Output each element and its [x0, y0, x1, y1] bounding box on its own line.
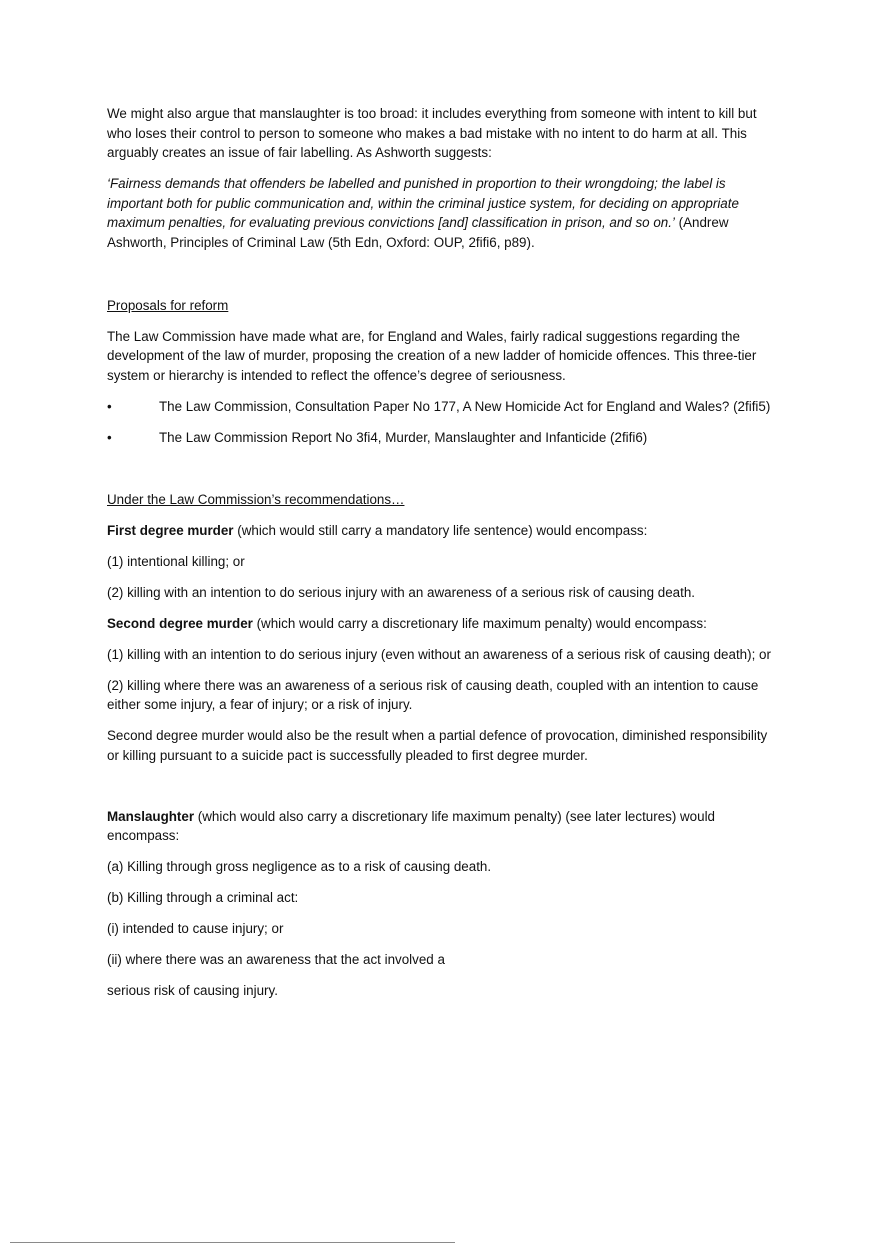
intro-paragraph: We might also argue that manslaughter is too broad: it includes everything from someone with intent to kill but who loses their control to person to someone who makes a bad mistake with no intent to do harm at all. This arguably creates an issue of fair labelling. As Ashworth suggests: [107, 106, 757, 160]
ashworth-quote [107, 174, 777, 252]
second-degree-intro [107, 614, 777, 634]
list-item [107, 428, 777, 448]
quote-text: ‘Fairness demands that offenders be labelled and punished in proportion to their wrongdoing; the label is important both for public communication and, within the criminal justice system, for deciding on appropriate maximum penalties, for evaluating previous convictions [and] classification in prison, and so on.’ [107, 176, 739, 230]
manslaughter-intro [107, 807, 777, 846]
first-degree-intro [107, 521, 777, 541]
quote-citation: (Andrew Ashworth, Principles of Criminal Law (5th Edn, Oxford: OUP, 2fifi6, p89). [107, 215, 729, 250]
list-item-text: The Law Commission, Consultation Paper No 177, A New Homicide Act for England and Wales? (2fifi5) [159, 398, 771, 414]
second-degree-item: (2) killing where there was an awareness of a serious risk of causing death, coupled with an intention to cause either some injury, a fear of injury; or a risk of injury. [107, 677, 759, 712]
manslaughter-item: (b) Killing through a criminal act: [107, 890, 299, 905]
manslaughter-item: (i) intended to cause injury; or [107, 921, 284, 936]
first-degree-item: (2) killing with an intention to do serious injury with an awareness of a serious risk of causing death. [107, 584, 696, 600]
bullet-icon: • [107, 398, 112, 414]
footer-divider [10, 1242, 455, 1243]
second-degree-term: Second degree murder [107, 615, 253, 631]
manslaughter-item: (a) Killing through gross negligence as to a risk of causing death. [107, 859, 492, 874]
second-degree-description: (which would carry a discretionary life maximum penalty) would encompass: [252, 615, 707, 631]
first-degree-item: (1) intentional killing; or [107, 553, 245, 569]
first-degree-term: First degree murder [107, 522, 234, 538]
manslaughter-item: (ii) where there was an awareness that the act involved a [107, 952, 445, 967]
second-degree-item: (1) killing with an intention to do serious injury (even without an awareness of a serious risk of causing death); or [107, 646, 771, 662]
manslaughter-description: (which would also carry a discretionary life maximum penalty) (see later lectures) would encompass: [107, 808, 716, 843]
list-item [107, 397, 777, 417]
recommendations-heading: Under the Law Commission’s recommendations… [107, 491, 405, 507]
reference-list [107, 397, 777, 448]
second-degree-note: Second degree murder would also be the result when a partial defence of provocation, diminished responsibility or killing pursuant to a suicide pact is successfully pleaded to first degree murder. [107, 728, 768, 763]
document-body [107, 104, 777, 1012]
list-item-text: The Law Commission Report No 3fi4, Murder, Manslaughter and Infanticide (2fifi6) [159, 430, 648, 445]
first-degree-description: (which would still carry a mandatory life sentence) would encompass: [233, 522, 648, 538]
bullet-icon: • [107, 430, 112, 445]
manslaughter-term: Manslaughter [107, 808, 195, 824]
spacer [107, 264, 777, 296]
spacer [107, 777, 777, 807]
reform-paragraph: The Law Commission have made what are, for England and Wales, fairly radical suggestions regarding the development of the law of murder, proposing the creation of a new ladder of homicide offences. This three-tier system or hierarchy is intended to reflect the offence’s degree of seriousness. [107, 328, 757, 383]
reform-heading: Proposals for reform [107, 297, 229, 313]
manslaughter-item: serious risk of causing injury. [107, 983, 278, 998]
spacer [107, 460, 777, 490]
